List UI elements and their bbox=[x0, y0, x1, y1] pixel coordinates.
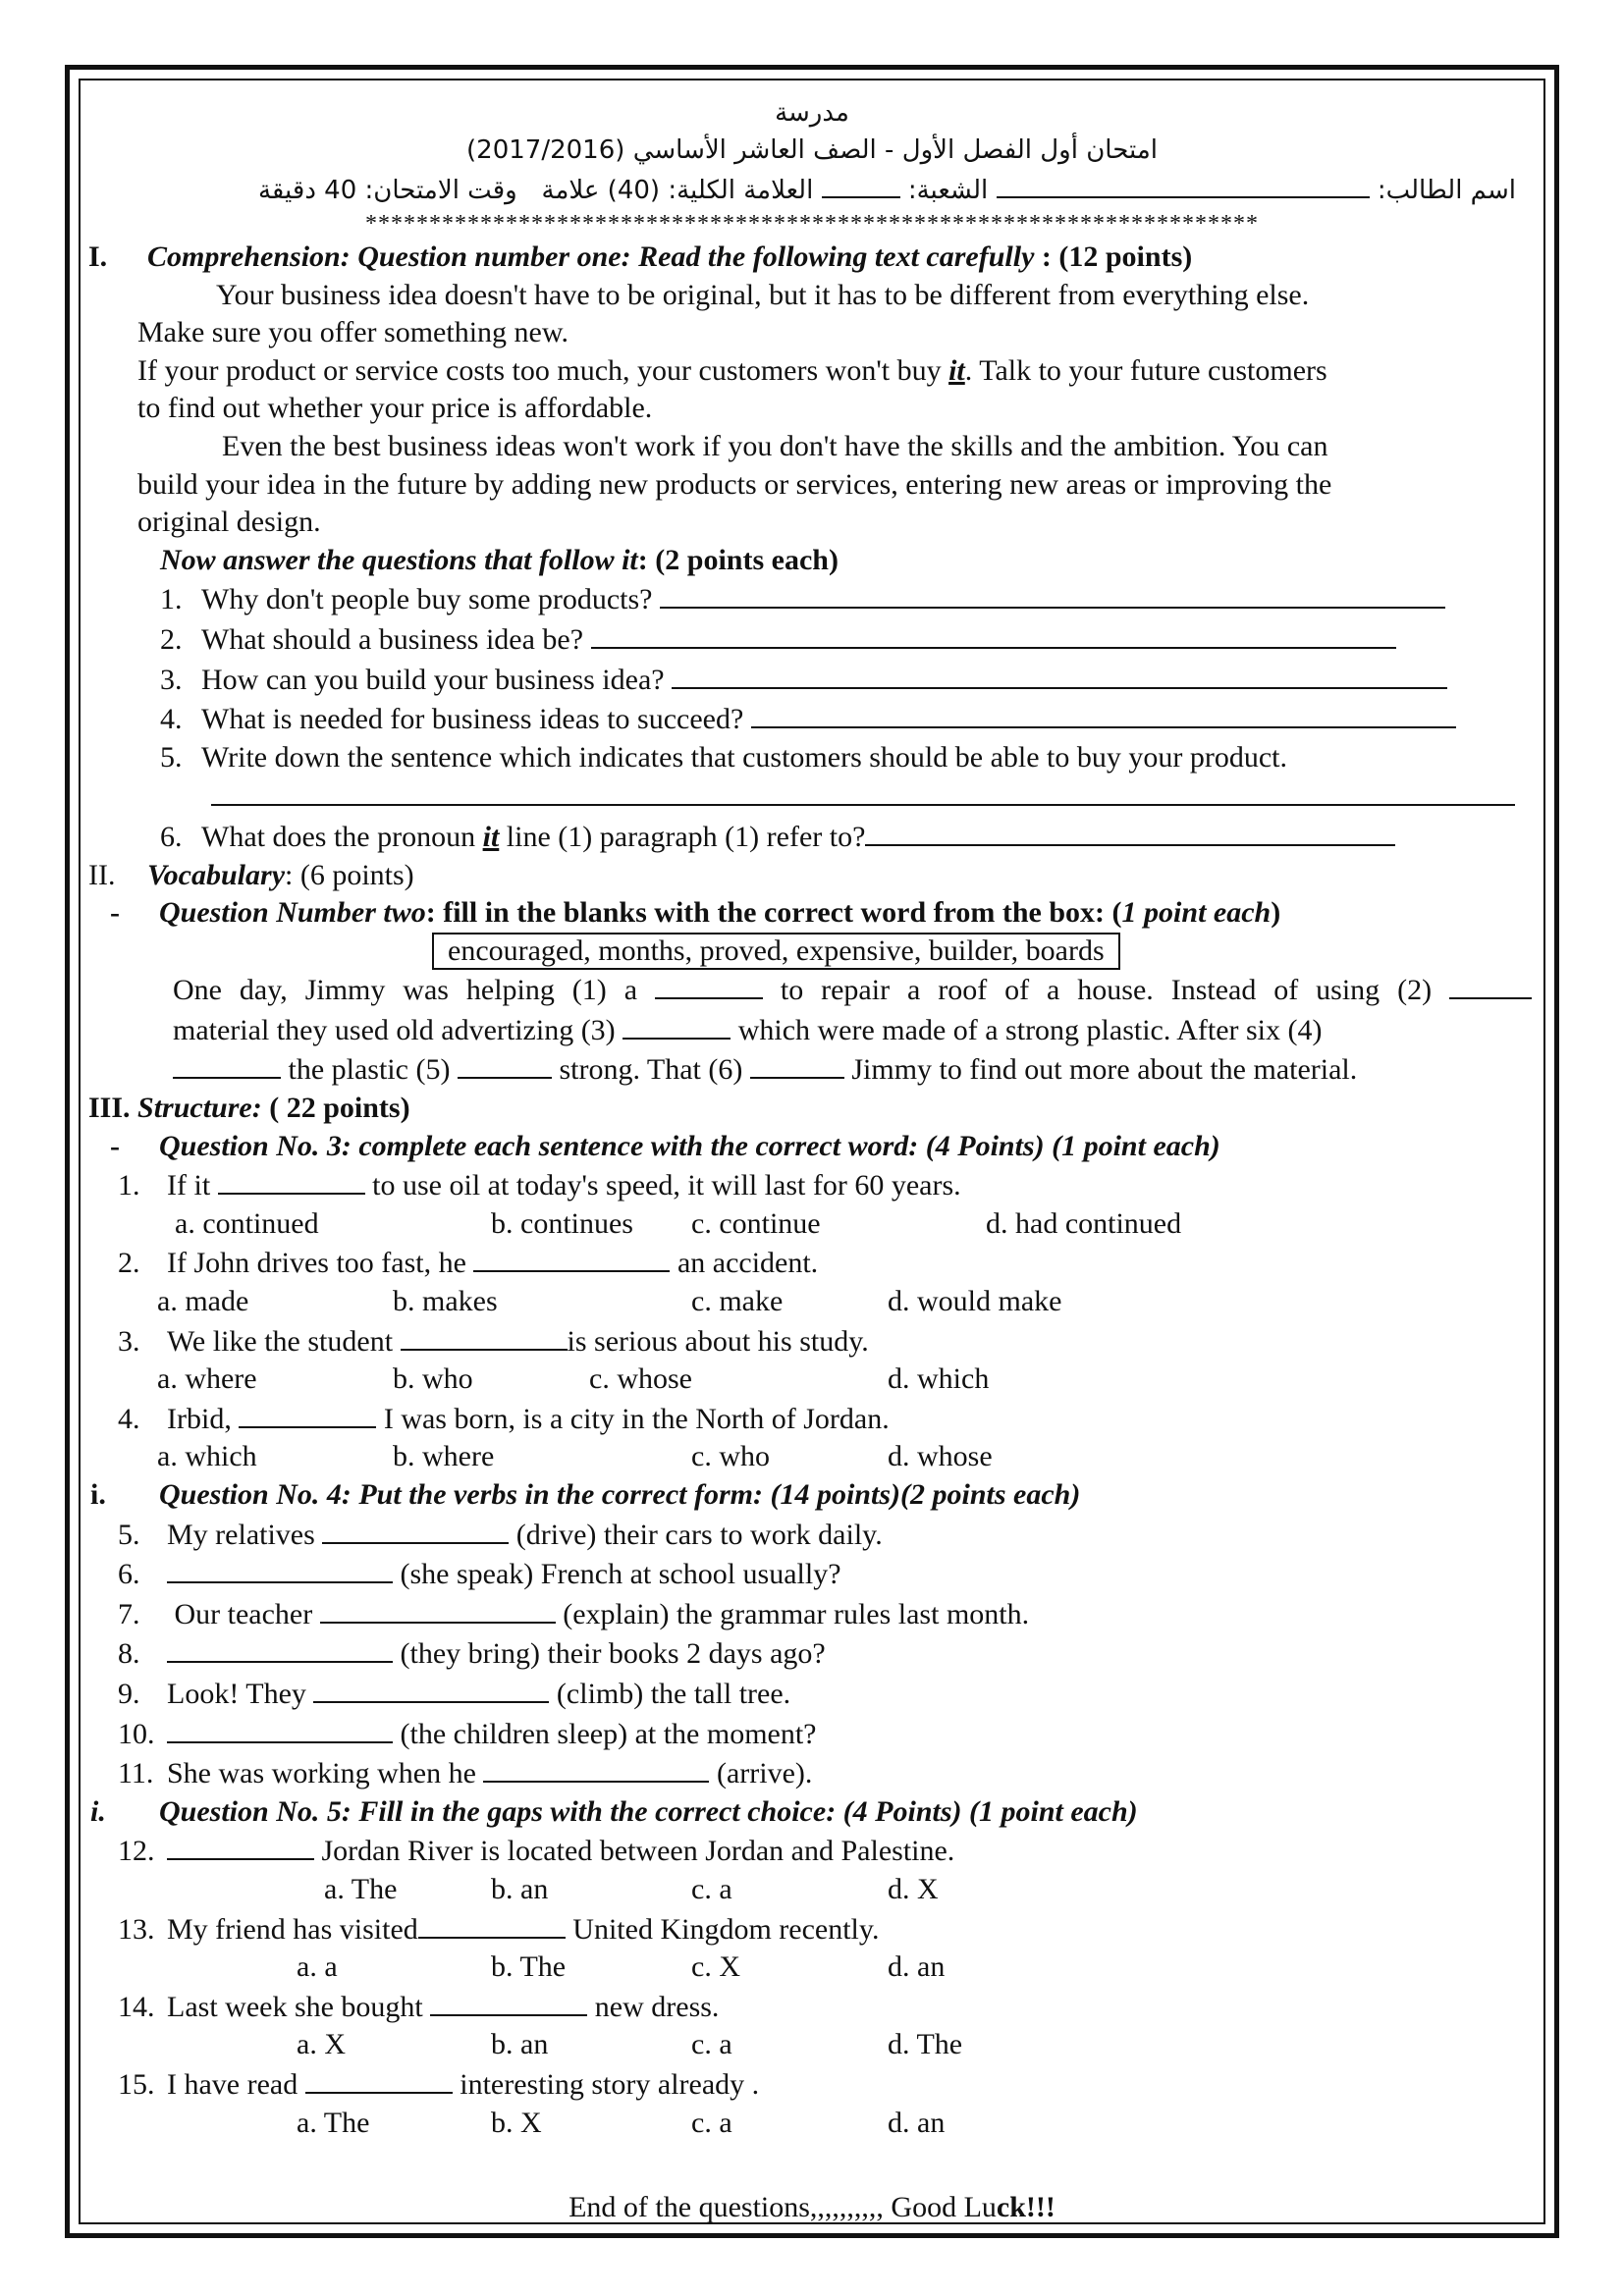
options-row bbox=[88, 2105, 1536, 2143]
question-item bbox=[88, 660, 1536, 700]
structure-heading bbox=[88, 1090, 1536, 1128]
question-number: 1. bbox=[160, 583, 183, 616]
item-text: My relatives bbox=[167, 1518, 323, 1551]
article-item bbox=[88, 1909, 1536, 1949]
cloze-text: which were made of a strong plastic. After six (4) bbox=[731, 1013, 1323, 1046]
option-d[interactable]: d. an bbox=[888, 2106, 946, 2139]
item-number: 5. bbox=[118, 1518, 140, 1551]
article-item bbox=[88, 1987, 1536, 2027]
item-number: 9. bbox=[118, 1677, 140, 1710]
structure-points: ( 22 points) bbox=[261, 1092, 410, 1125]
item-text: My friend has visited bbox=[167, 1912, 418, 1946]
section-number: I. bbox=[88, 240, 108, 273]
item-number: 15. bbox=[118, 2067, 155, 2101]
exam-title-text: امتحان أول الفصل الأول - الصف العاشر الأساسي bbox=[632, 135, 1158, 165]
verb-item bbox=[88, 1594, 1536, 1634]
passage-text: If your product or service costs too much, your customers won't buy bbox=[137, 353, 949, 387]
blank-5[interactable] bbox=[458, 1049, 552, 1079]
option-b[interactable]: b. where bbox=[393, 1440, 495, 1473]
question-text: How can you build your business idea? bbox=[201, 663, 673, 696]
item-text: She was working when he bbox=[167, 1757, 484, 1790]
verb-item bbox=[88, 1515, 1536, 1555]
section-number: i. bbox=[90, 1478, 106, 1511]
answer-blank[interactable] bbox=[320, 1594, 556, 1624]
option-d[interactable]: d. whose bbox=[888, 1440, 993, 1473]
dash: - bbox=[110, 896, 120, 930]
item-number: 8. bbox=[118, 1637, 140, 1671]
item-number: 7. bbox=[118, 1597, 140, 1630]
passage-line: to find out whether your price is affordable. bbox=[137, 392, 653, 425]
option-a[interactable]: a. which bbox=[157, 1440, 257, 1473]
option-d[interactable]: d. X bbox=[888, 1872, 939, 1905]
exam-sheet bbox=[88, 94, 1536, 2142]
cloze-text: the plastic (5) bbox=[281, 1053, 458, 1087]
question-title: Question No. 4: Put the verbs in the correct form: (14 points)(2 points each) bbox=[159, 1478, 1081, 1511]
question-five-heading bbox=[88, 1793, 1536, 1832]
option-d[interactable]: d. an bbox=[888, 1950, 946, 1984]
closing-message bbox=[0, 2191, 1624, 2224]
student-name-label: اسم الطالب: bbox=[1377, 176, 1516, 205]
passage-line: Make sure you offer something new. bbox=[137, 316, 569, 349]
article-item bbox=[88, 1831, 1536, 1871]
question-item bbox=[88, 579, 1536, 619]
option-b[interactable]: b. an bbox=[491, 2028, 549, 2061]
cloze-text: One day, Jimmy was helping (1) a bbox=[173, 974, 655, 1007]
item-text: (explain) the grammar rules last month. bbox=[555, 1597, 1030, 1630]
cloze-text: material they used old advertizing (3) bbox=[173, 1013, 623, 1046]
passage-line: build your idea in the future by adding new products or services, entering new areas or improving the bbox=[137, 467, 1332, 501]
vocabulary-heading bbox=[88, 857, 1536, 895]
answer-blank[interactable] bbox=[418, 1909, 566, 1939]
cloze-text: strong. That (6) bbox=[551, 1053, 750, 1087]
school-name: مدرسة bbox=[775, 98, 849, 128]
answer-blank[interactable] bbox=[167, 1714, 393, 1743]
item-number: 14. bbox=[118, 1990, 155, 2023]
item-number: 12. bbox=[118, 1835, 155, 1868]
option-b[interactable]: b. continues bbox=[491, 1206, 633, 1240]
question-points: 1 point each bbox=[1121, 896, 1272, 930]
question-text: What should a business idea be? bbox=[201, 622, 591, 656]
option-b[interactable]: b. makes bbox=[393, 1285, 498, 1318]
option-d[interactable]: d. which bbox=[888, 1362, 990, 1396]
option-c[interactable]: c. whose bbox=[589, 1362, 692, 1396]
question-two-heading bbox=[88, 894, 1536, 933]
option-d[interactable]: d. The bbox=[888, 2028, 963, 2061]
option-a[interactable]: a. The bbox=[324, 1872, 398, 1905]
item-text: (drive) their cars to work daily. bbox=[509, 1518, 883, 1551]
option-c[interactable]: c. make bbox=[691, 1285, 784, 1318]
options-row bbox=[88, 1205, 1536, 1244]
answer-blank[interactable] bbox=[473, 1243, 670, 1272]
closing-text: End of the questions,,,,,,,,,, Good Lu bbox=[568, 2191, 997, 2223]
blank-4[interactable] bbox=[173, 1049, 281, 1079]
item-number: 10. bbox=[118, 1717, 155, 1750]
item-text: Our teacher bbox=[167, 1597, 320, 1630]
item-text: (the children sleep) at the moment? bbox=[393, 1717, 817, 1750]
comprehension-heading bbox=[88, 239, 1536, 277]
item-text: new dress. bbox=[587, 1990, 720, 2023]
item-text: (she speak) French at school usually? bbox=[393, 1558, 841, 1591]
option-a[interactable]: a. X bbox=[297, 2028, 346, 2061]
answer-blank[interactable] bbox=[660, 579, 1445, 609]
answer-blank[interactable] bbox=[167, 1633, 393, 1663]
option-b[interactable]: b. who bbox=[393, 1362, 473, 1396]
word-box-row bbox=[88, 933, 1536, 971]
answer-blank[interactable] bbox=[483, 1753, 709, 1783]
dash: - bbox=[110, 1129, 120, 1162]
section-blank[interactable] bbox=[822, 169, 900, 198]
verb-item bbox=[88, 1674, 1536, 1714]
option-b[interactable]: b. an bbox=[491, 1872, 549, 1905]
option-d[interactable]: d. had continued bbox=[986, 1206, 1182, 1240]
verb-item bbox=[88, 1554, 1536, 1594]
pronoun-it: it bbox=[948, 353, 965, 387]
question-title: Question Number two bbox=[159, 896, 426, 930]
option-b[interactable]: b. The bbox=[491, 1950, 567, 1984]
blank-1[interactable] bbox=[655, 970, 763, 999]
item-text: Irbid, bbox=[167, 1402, 240, 1435]
comprehension-title: Comprehension: Question number one: Read the following text carefully bbox=[147, 240, 1035, 273]
question-number: 3. bbox=[160, 663, 183, 696]
answer-line bbox=[88, 776, 1536, 817]
mcq-item bbox=[88, 1321, 1536, 1362]
vocabulary-title: Vocabulary bbox=[147, 858, 286, 891]
mcq-item bbox=[88, 1243, 1536, 1283]
structure-title: Structure: bbox=[137, 1092, 262, 1125]
verb-item bbox=[88, 1753, 1536, 1793]
answer-blank[interactable] bbox=[322, 1515, 509, 1544]
item-number: 1. bbox=[118, 1169, 140, 1202]
cloze-text: to repair a roof of a house. Instead of using (2) bbox=[762, 974, 1450, 1007]
answer-blank[interactable] bbox=[751, 699, 1456, 728]
question-item bbox=[88, 739, 1536, 777]
student-name-blank[interactable] bbox=[997, 169, 1370, 198]
item-number: 2. bbox=[118, 1247, 140, 1280]
item-text: interesting story already . bbox=[452, 2067, 760, 2101]
answer-blank[interactable] bbox=[218, 1165, 365, 1195]
verb-item bbox=[88, 1714, 1536, 1754]
item-text: (arrive). bbox=[709, 1757, 813, 1790]
instruction-text: Now answer the questions that follow it bbox=[160, 543, 638, 576]
blank-6[interactable] bbox=[750, 1049, 844, 1079]
cloze-line bbox=[88, 1010, 1536, 1050]
passage-line: Even the best business ideas won't work if you don't have the skills and the ambition. You can bbox=[222, 429, 1328, 462]
options-row bbox=[88, 1871, 1536, 1909]
question-text: Why don't people buy some products? bbox=[201, 583, 660, 616]
article-item bbox=[88, 2064, 1536, 2105]
question-text: What does the pronoun bbox=[201, 820, 483, 853]
options-row bbox=[88, 2026, 1536, 2064]
item-text: I have read bbox=[167, 2067, 305, 2101]
question-text: line (1) paragraph (1) refer to? bbox=[499, 820, 866, 853]
comprehension-points: : (12 points) bbox=[1034, 240, 1193, 273]
option-a[interactable]: a. The bbox=[297, 2106, 370, 2139]
item-text: an accident. bbox=[670, 1247, 819, 1280]
item-text: (they bring) their books 2 days ago? bbox=[393, 1637, 826, 1671]
section-number: i. bbox=[90, 1794, 106, 1828]
passage-text: . Talk to your future customers bbox=[964, 353, 1327, 387]
question-text: Write down the sentence which indicates that customers should be able to buy your product. bbox=[201, 740, 1288, 774]
answer-blank[interactable] bbox=[239, 1399, 376, 1428]
answer-blank[interactable] bbox=[865, 817, 1395, 846]
mcq-item bbox=[88, 1399, 1536, 1439]
exam-year: (2017/2016) bbox=[466, 135, 625, 165]
option-b[interactable]: b. X bbox=[491, 2106, 542, 2139]
question-text: What is needed for business ideas to succeed? bbox=[201, 703, 751, 736]
item-text: Look! They bbox=[167, 1677, 314, 1710]
item-number: 3. bbox=[118, 1324, 140, 1358]
blank-2[interactable] bbox=[1449, 970, 1532, 999]
option-c[interactable]: c. a bbox=[691, 2106, 732, 2139]
answer-blank[interactable] bbox=[211, 776, 1515, 806]
mcq-item bbox=[88, 1165, 1536, 1205]
item-number: 11. bbox=[118, 1757, 154, 1790]
option-a[interactable]: a. where bbox=[157, 1362, 257, 1396]
stars-divider: ********************************************************************** bbox=[365, 211, 1259, 237]
questions-instruction bbox=[88, 542, 1536, 580]
answer-blank[interactable] bbox=[167, 1554, 393, 1583]
question-four-heading bbox=[88, 1476, 1536, 1515]
item-text: Last week she bought bbox=[167, 1990, 431, 2023]
passage-line bbox=[88, 352, 1536, 391]
options-row bbox=[88, 1438, 1536, 1476]
answer-blank[interactable] bbox=[313, 1674, 549, 1703]
option-c[interactable]: c. X bbox=[691, 1950, 740, 1984]
answer-blank[interactable] bbox=[401, 1321, 568, 1351]
question-number: 6. bbox=[160, 820, 183, 853]
answer-blank[interactable] bbox=[305, 2064, 453, 2094]
question-points-close: ) bbox=[1271, 896, 1281, 930]
question-three-heading bbox=[88, 1128, 1536, 1166]
student-info-row bbox=[88, 169, 1536, 209]
item-number: 4. bbox=[118, 1402, 140, 1435]
item-text: United Kingdom recently. bbox=[565, 1912, 880, 1946]
options-row bbox=[88, 1949, 1536, 1987]
question-item bbox=[88, 619, 1536, 660]
options-row bbox=[88, 1283, 1536, 1321]
blank-3[interactable] bbox=[623, 1010, 731, 1040]
cloze-line bbox=[88, 970, 1532, 1010]
closing-text-bold: ck!!! bbox=[996, 2191, 1056, 2223]
cloze-line bbox=[88, 1049, 1536, 1090]
section-number: III. bbox=[88, 1092, 131, 1125]
question-title: Question No. 5: Fill in the gaps with the correct choice: (4 Points) (1 point each) bbox=[159, 1794, 1138, 1828]
section-label: الشعبة: bbox=[907, 176, 989, 205]
option-c[interactable]: c. who bbox=[691, 1440, 770, 1473]
item-text: is serious about his study. bbox=[567, 1324, 869, 1358]
exam-time-label: وقت الامتحان: 40 دقيقة bbox=[257, 176, 517, 205]
item-number: 13. bbox=[118, 1912, 155, 1946]
option-d[interactable]: d. would make bbox=[888, 1285, 1062, 1318]
question-instruction: : fill in the blanks with the correct word from the box: ( bbox=[425, 896, 1122, 930]
option-a[interactable]: a. made bbox=[157, 1285, 249, 1318]
question-number: 4. bbox=[160, 703, 183, 736]
item-text: We like the student bbox=[167, 1324, 401, 1358]
vocabulary-points: : (6 points) bbox=[285, 858, 414, 891]
verb-item bbox=[88, 1633, 1536, 1674]
exam-title bbox=[88, 132, 1536, 169]
option-a[interactable]: a. a bbox=[297, 1950, 338, 1984]
cloze-text: Jimmy to find out more about the material. bbox=[843, 1053, 1358, 1087]
answer-blank[interactable] bbox=[591, 619, 1396, 649]
question-number: 5. bbox=[160, 740, 183, 774]
option-c[interactable]: c. a bbox=[691, 1872, 732, 1905]
item-text: I was born, is a city in the North of Jordan. bbox=[376, 1402, 890, 1435]
item-number: 6. bbox=[118, 1558, 140, 1591]
option-c[interactable]: c. a bbox=[691, 2028, 732, 2061]
item-text: Jordan River is located between Jordan and Palestine. bbox=[314, 1835, 955, 1868]
item-text: to use oil at today's speed, it will last for 60 years. bbox=[364, 1169, 961, 1202]
item-text: (climb) the tall tree. bbox=[549, 1677, 791, 1710]
pronoun-it: it bbox=[482, 820, 500, 853]
passage-line: Your business idea doesn't have to be original, but it has to be different from everything else. bbox=[216, 278, 1310, 311]
answer-blank[interactable] bbox=[672, 660, 1447, 689]
question-title: Question No. 3: complete each sentence with the correct word: (4 Points) (1 point each) bbox=[159, 1129, 1220, 1162]
instruction-points: : (2 points each) bbox=[637, 543, 839, 576]
options-row bbox=[88, 1361, 1536, 1399]
section-number: II. bbox=[88, 858, 116, 891]
item-text: If John drives too fast, he bbox=[167, 1247, 474, 1280]
option-c[interactable]: c. continue bbox=[691, 1206, 821, 1240]
total-mark-label: العلامة الكلية: (40) علامة bbox=[541, 176, 814, 205]
question-number: 2. bbox=[160, 622, 183, 656]
answer-blank[interactable] bbox=[430, 1987, 587, 2016]
item-text: If it bbox=[167, 1169, 218, 1202]
question-item bbox=[88, 699, 1536, 739]
word-box: encouraged, months, proved, expensive, builder, boards bbox=[432, 933, 1120, 970]
question-item bbox=[88, 817, 1536, 857]
option-a[interactable]: a. continued bbox=[175, 1206, 319, 1240]
passage-line: original design. bbox=[137, 506, 321, 539]
answer-blank[interactable] bbox=[167, 1831, 314, 1860]
